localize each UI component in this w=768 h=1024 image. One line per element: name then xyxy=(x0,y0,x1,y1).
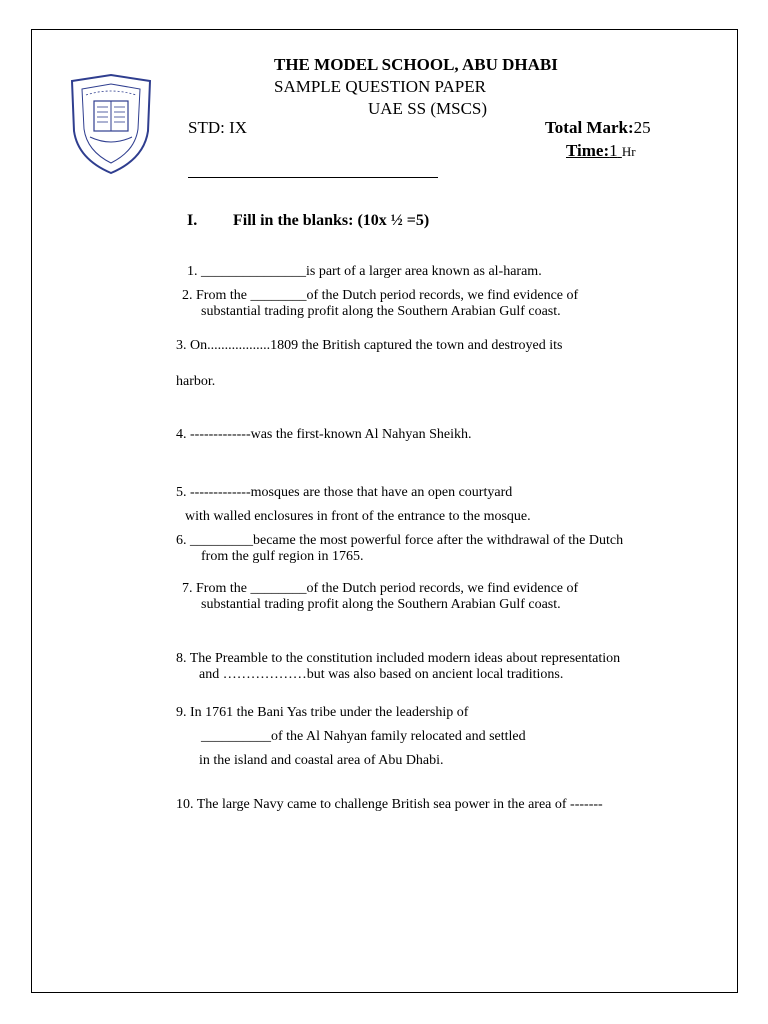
school-name: THE MODEL SCHOOL, ABU DHABI xyxy=(274,55,558,74)
subject-title: UAE SS (MSCS) xyxy=(368,99,488,118)
question-4: 4. -------------was the first-known Al Nahyan Sheikh. xyxy=(176,427,472,442)
total-mark-value: 25 xyxy=(633,118,651,137)
question-1: 1. _______________is part of a larger area known as al-haram. xyxy=(187,264,542,279)
question-5: 5. -------------mosques are those that have an open courtyard xyxy=(176,485,513,500)
time-unit: Hr xyxy=(621,144,636,159)
question-8-cont: and ………………but was also based on ancient local traditions. xyxy=(199,667,564,682)
question-3: 3. On..................1809 the British captured the town and destroyed its xyxy=(176,338,563,353)
question-10: 10. The large Navy came to challenge British sea power in the area of ------- xyxy=(176,797,603,812)
question-3-cont: harbor. xyxy=(176,374,216,389)
question-8: 8. The Preamble to the constitution included modern ideas about representation xyxy=(176,651,621,666)
question-9-cont2: in the island and coastal area of Abu Dhabi. xyxy=(199,753,444,768)
question-6-cont: from the gulf region in 1765. xyxy=(201,549,364,564)
question-5-cont: with walled enclosures in front of the entrance to the mosque. xyxy=(185,509,531,524)
total-mark-label: Total Mark: xyxy=(545,118,634,137)
question-6: 6. _________became the most powerful force after the withdrawal of the Dutch xyxy=(176,533,624,548)
question-2-cont: substantial trading profit along the Southern Arabian Gulf coast. xyxy=(201,304,561,319)
question-9: 9. In 1761 the Bani Yas tribe under the leadership of xyxy=(176,705,469,720)
time-value: 1 xyxy=(609,141,618,160)
time-label: Time: xyxy=(566,141,610,160)
paper-title: SAMPLE QUESTION PAPER xyxy=(274,77,486,96)
question-7-cont: substantial trading profit along the Southern Arabian Gulf coast. xyxy=(201,597,561,612)
time-line xyxy=(566,141,636,161)
school-crest-logo xyxy=(66,73,156,175)
question-9-cont: __________of the Al Nahyan family relocated and settled xyxy=(201,729,526,744)
section-numeral: I. xyxy=(187,212,198,229)
question-2: 2. From the ________of the Dutch period records, we find evidence of xyxy=(182,288,579,303)
question-7: 7. From the ________of the Dutch period records, we find evidence of xyxy=(182,581,579,596)
name-blank-line xyxy=(188,177,438,178)
section-title: Fill in the blanks: (10x ½ =5) xyxy=(233,212,430,229)
std-label: STD: IX xyxy=(188,118,248,137)
total-mark xyxy=(545,118,651,138)
